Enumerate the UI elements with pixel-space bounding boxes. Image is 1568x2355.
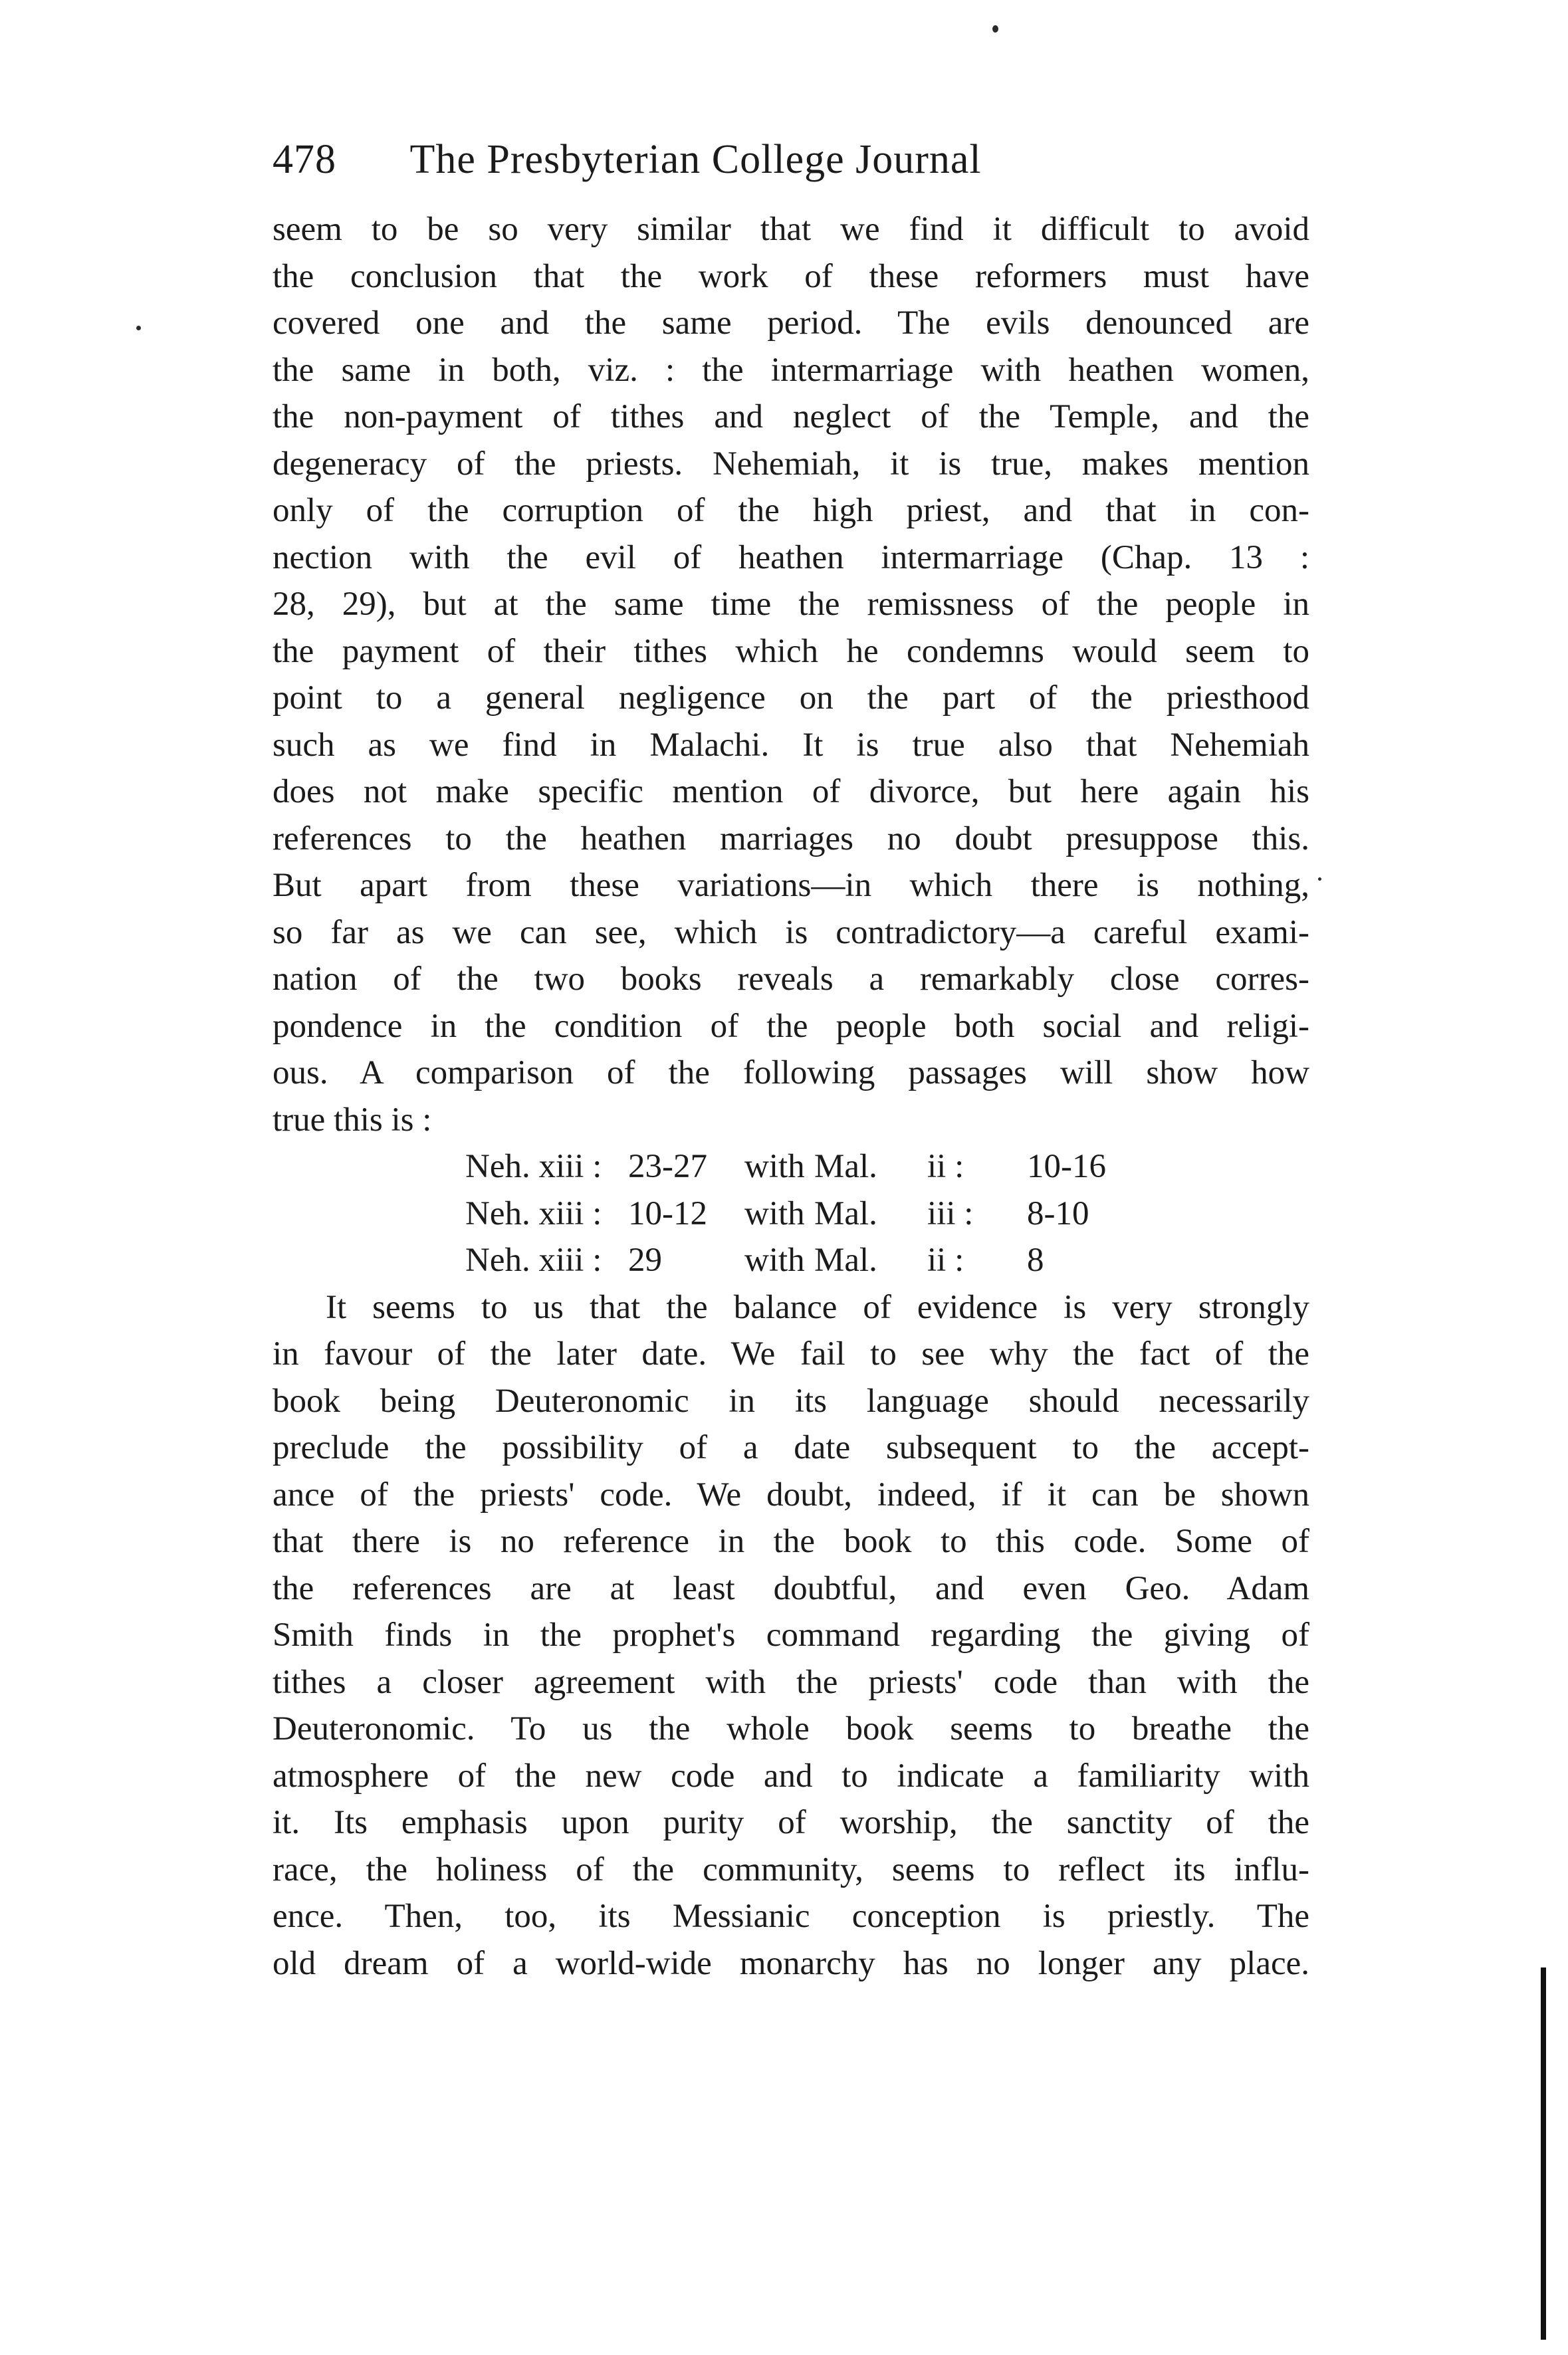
text-line: the same in both, viz. : the intermarriage with heathen women, (273, 351, 1309, 389)
journal-title: The Presbyterian College Journal (409, 137, 982, 182)
text-line: But apart from these variations—in which there is nothing, (273, 867, 1309, 904)
text-line: only of the corruption of the high priest, and that in con- (273, 492, 1309, 529)
text-line: nation of the two books reveals a remarkably close corres- (273, 960, 1309, 998)
nehemiah-verse: 29 (628, 1242, 662, 1279)
body-text (273, 206, 1309, 1987)
malachi-chapter: iii : (927, 1194, 974, 1232)
text-line: book being Deuteronomic in its language should necessarily (273, 1382, 1309, 1420)
text-line: such as we find in Malachi. It is true also that Nehemiah (273, 726, 1309, 764)
text-line: true this is : (273, 1101, 432, 1139)
scan-speck (1318, 877, 1321, 881)
text-line: does not make specific mention of divorce, but here again his (273, 773, 1309, 810)
malachi-verse: 8 (1027, 1242, 1044, 1279)
text-line: seem to be so very similar that we find it difficult to avoid (273, 211, 1309, 248)
reference-row (465, 1143, 1309, 1190)
malachi-chapter: ii : (927, 1242, 964, 1279)
text-line: atmosphere of the new code and to indicate a familiarity with (273, 1757, 1309, 1795)
reference-row (465, 1190, 1309, 1238)
malachi-chapter: ii : (927, 1148, 964, 1185)
text-line: race, the holiness of the community, seems to reflect its influ- (273, 1850, 1309, 1888)
nehemiah-ref: Neh. xiii : (465, 1242, 602, 1279)
scan-speck (136, 326, 141, 330)
text-line: covered one and the same period. The evils denounced are (273, 304, 1309, 342)
with-word: with (744, 1194, 805, 1232)
text-line: it. Its emphasis upon purity of worship, the sanctity of the (273, 1804, 1309, 1841)
text-line: pondence in the condition of the people both social and religi- (273, 1007, 1309, 1045)
text-line: ous. A comparison of the following passages will show how (273, 1054, 1309, 1091)
nehemiah-ref: Neh. xiii : (465, 1194, 602, 1232)
nehemiah-verse: 10-12 (628, 1194, 707, 1232)
with-word: with (744, 1148, 805, 1185)
reference-row (465, 1237, 1309, 1284)
malachi-verse: 8-10 (1027, 1194, 1089, 1232)
text-line: that there is no reference in the book to this code. Some of (273, 1523, 1309, 1560)
text-line: nection with the evil of heathen intermarriage (Chap. 13 : (273, 538, 1309, 576)
text-line: It seems to us that the balance of evidence is very strongly (326, 1288, 1309, 1326)
text-line: 28, 29), but at the same time the remissness of the people in (273, 586, 1309, 623)
text-line: in favour of the later date. We fail to see why the fact of the (273, 1335, 1309, 1373)
text-line: ence. Then, too, its Messianic conception is priestly. The (273, 1898, 1309, 1935)
text-line: point to a general negligence on the part of the priesthood (273, 679, 1309, 717)
text-line: preclude the possibility of a date subsequent to the accept- (273, 1429, 1309, 1466)
text-line: the references are at least doubtful, and even Geo. Adam (273, 1569, 1309, 1607)
text-line: the conclusion that the work of these reformers must have (273, 257, 1309, 295)
malachi-ref: Mal. (814, 1194, 877, 1232)
text-line: Deuteronomic. To us the whole book seems to breathe the (273, 1710, 1309, 1747)
text-line: ance of the priests' code. We doubt, indeed, if it can be shown (273, 1476, 1309, 1514)
running-header (273, 123, 1309, 196)
nehemiah-verse: 23-27 (628, 1148, 707, 1185)
paragraph-1 (273, 206, 1309, 1143)
text-line: the non-payment of tithes and neglect of the Temple, and the (273, 398, 1309, 435)
malachi-verse: 10-16 (1027, 1148, 1106, 1185)
text-line: old dream of a world-wide monarchy has no longer any place. (273, 1944, 1309, 1982)
text-line: Smith finds in the prophet's command regarding the giving of (273, 1617, 1309, 1654)
scan-edge-mark (1541, 1967, 1546, 2340)
paragraph-2 (273, 1284, 1309, 1987)
page-number: 478 (273, 137, 336, 182)
text-line: references to the heathen marriages no doubt presuppose this. (273, 820, 1309, 857)
nehemiah-ref: Neh. xiii : (465, 1148, 602, 1185)
malachi-ref: Mal. (814, 1148, 877, 1185)
text-line: degeneracy of the priests. Nehemiah, it is true, makes mention (273, 445, 1309, 483)
text-line: so far as we can see, which is contradictory—a careful exami- (273, 913, 1309, 951)
malachi-ref: Mal. (814, 1242, 877, 1279)
scan-speck (992, 25, 998, 33)
text-line: tithes a closer agreement with the priests' code than with the (273, 1663, 1309, 1701)
text-line: the payment of their tithes which he condemns would seem to (273, 632, 1309, 670)
reference-table (465, 1143, 1309, 1284)
with-word: with (744, 1242, 805, 1279)
